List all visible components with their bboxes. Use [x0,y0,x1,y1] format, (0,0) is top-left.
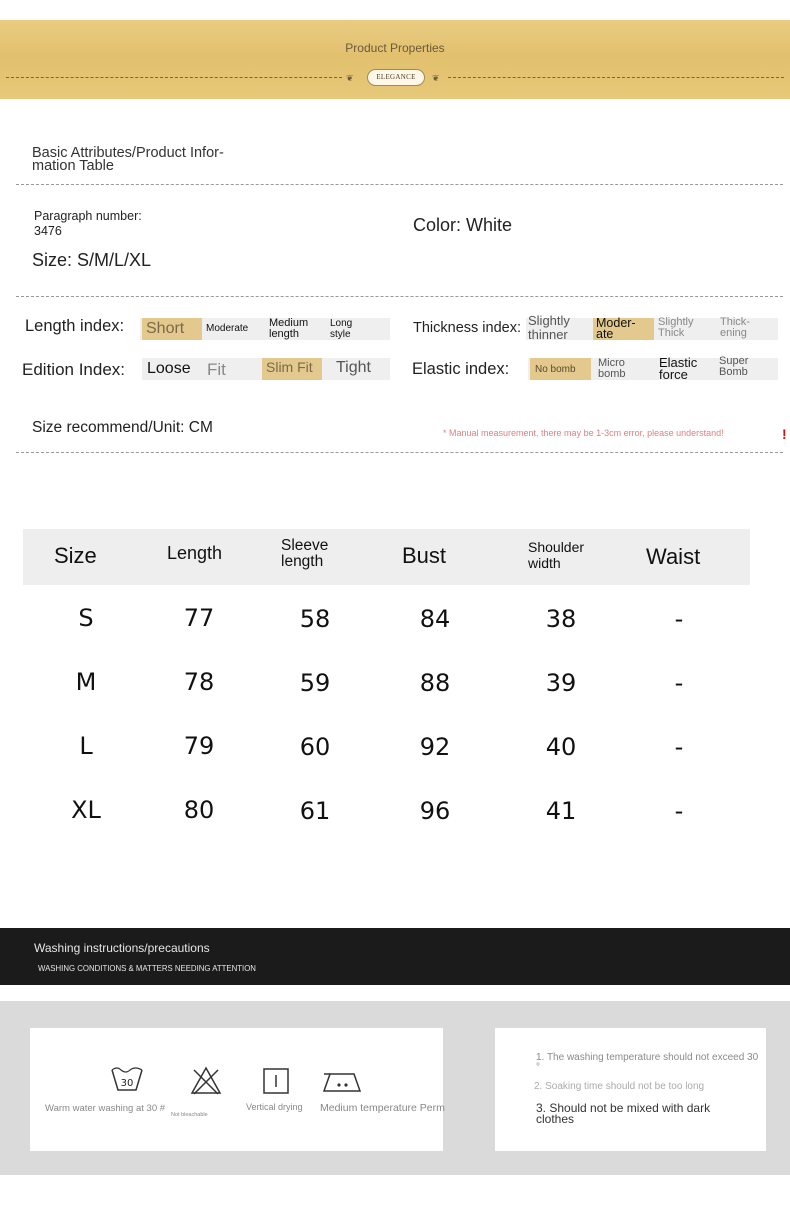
care-caption: Medium temperature Perm [320,1102,445,1114]
table-cell: - [674,669,684,697]
thickness-option: Thick-ening [720,316,750,339]
ornament-right-icon: ❦ [432,73,440,83]
table-header-size: Size [54,543,97,568]
table-cell: - [674,733,684,761]
washing-header-bar [0,928,790,985]
washing-subtitle: WASHING CONDITIONS & MATTERS NEEDING ATTENTION [38,963,256,973]
elastic-option: No bomb [535,364,576,375]
thickness-option: Slightly thinner [528,313,570,342]
table-cell: 61 [299,797,331,825]
elastic-option: Super Bomb [719,355,749,378]
edition-option: Fit [207,360,226,379]
edition-option: Tight [336,359,371,376]
color-line: Color: White [413,215,513,235]
washing-title: Washing instructions/precautions [34,941,210,955]
table-cell: M [75,668,97,696]
table-header-shoulder-width: Shoulder width [528,539,585,571]
table-cell: 59 [299,669,331,697]
table-cell: 80 [183,796,215,824]
divider [16,296,783,297]
paragraph-number: Paragraph number: 3476 [34,209,142,238]
no-bleach-icon [190,1066,222,1096]
table-cell: 58 [299,605,331,633]
length-option: Long style [330,318,353,340]
elastic-option: Micro bomb [598,357,626,380]
size-table-header [23,529,750,585]
table-header-sleeve-length: Sleeve length [281,537,329,570]
table-header-bust: Bust [402,543,447,568]
table-cell: 60 [299,733,331,761]
size-line: Size: S/M/L/XL [32,250,152,270]
wash-30-icon [110,1064,144,1094]
length-option: Medium length [269,317,309,340]
care-caption: Warm water washing at 30 # [45,1103,166,1114]
elastic-index-label: Elastic index: [412,360,510,378]
wash-temperature-label: 30 [120,1078,134,1089]
thickness-option: Moder-ate [596,316,636,341]
elegance-badge: ELEGANCE [367,69,425,86]
table-cell: 88 [419,669,451,697]
washing-rule: 2. Soaking time should not be too long [534,1081,705,1092]
table-cell: S [78,604,94,632]
table-cell: 84 [419,605,451,633]
thickness-index-label: Thickness index: [413,320,521,336]
table-cell: 79 [183,732,215,760]
edition-option: Loose [147,360,191,377]
table-cell: 40 [545,733,577,761]
elastic-option: Elastic force [659,355,698,382]
thickness-option: Slightly Thick [658,316,694,339]
table-cell: 38 [545,605,577,633]
divider [16,452,783,453]
header-banner [0,20,790,99]
size-recommend-label: Size recommend/Unit: CM [32,419,213,436]
washing-rules-card [495,1028,766,1151]
care-symbols-card [30,1028,443,1151]
care-caption: Vertical drying [246,1102,303,1112]
length-option: Moderate [206,323,249,334]
iron-medium-icon [320,1068,364,1094]
care-caption: Not bleachable [171,1112,208,1118]
divider [16,184,783,185]
table-cell: - [674,797,684,825]
edition-option: Slim Fit [266,359,313,375]
warning-mark: ! [782,426,787,442]
table-cell: XL [71,796,101,824]
table-cell: L [79,732,93,760]
banner-divider-left [6,77,342,78]
ornament-left-icon: ❦ [346,73,354,83]
section-title-basic: Basic Attributes/Product Infor- mation Table [32,145,224,174]
table-cell: 96 [419,797,451,825]
measurement-note: * Manual measurement, there may be 1-3cm error, please understand! [443,428,724,438]
banner-divider-right [448,77,784,78]
table-cell: 41 [545,797,577,825]
edition-index-label: Edition Index: [22,360,126,379]
washing-rule: 3. Should not be mixed with dark clothes [536,1101,711,1126]
table-header-length: Length [167,543,223,563]
banner-title: Product Properties [345,41,445,55]
table-cell: 39 [545,669,577,697]
table-header-waist: Waist [646,544,701,569]
table-cell: 78 [183,668,215,696]
table-cell: 92 [419,733,451,761]
length-index-label: Length index: [25,317,125,335]
length-option: Short [146,320,185,337]
table-cell: 77 [183,604,215,632]
table-cell: - [674,605,684,633]
vertical-drying-icon [263,1068,289,1094]
washing-rule: 1. The washing temperature should not exceed 30 ° [536,1052,759,1073]
